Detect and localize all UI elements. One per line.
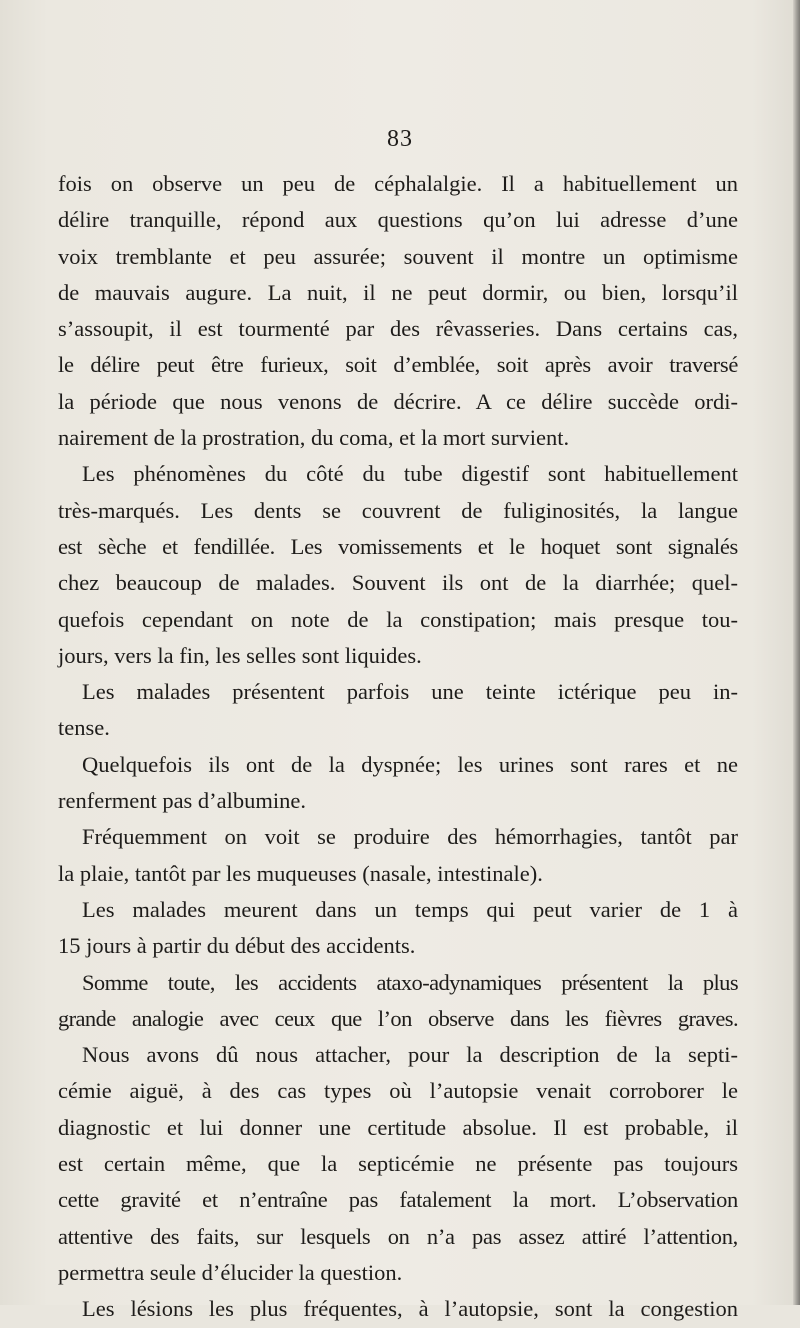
text-line: chez beaucoup de malades. Souvent ils ont de la diarrhée; quel- [58, 570, 738, 596]
text-line: attentive des faits, sur lesquels on n’a pas assez attiré l’attention, [58, 1223, 738, 1249]
text-line: Les phénomènes du côté du tube digestif sont habituellement [82, 461, 738, 487]
text-line: Fréquemment on voit se produire des hémorrhagies, tantôt par [82, 824, 738, 850]
text-line: voix tremblante et peu assurée; souvent il montre un optimisme [58, 243, 738, 269]
text-line: Quelquefois ils ont de la dyspnée; les urines sont rares et ne [82, 751, 738, 777]
text-line: Les lésions les plus fréquentes, à l’autopsie, sont la congestion [82, 1296, 738, 1322]
text-line: Les malades présentent parfois une teinte ictérique peu in- [82, 679, 738, 705]
text-line: grande analogie avec ceux que l’on observe dans les fièvres graves. [58, 1005, 738, 1031]
text-line: Les malades meurent dans un temps qui peut varier de 1 à [82, 896, 738, 922]
text-line: permettra seule d’élucider la question. [58, 1259, 403, 1285]
text-line: nairement de la prostration, du coma, et la mort survient. [58, 425, 570, 451]
text-line: est sèche et fendillée. Les vomissements et le hoquet sont signalés [58, 533, 738, 559]
text-line: tense. [58, 715, 110, 741]
text-line: cette gravité et n’entraîne pas fatalement la mort. L’observation [58, 1187, 738, 1213]
text-line: diagnostic et lui donner une certitude absolue. Il est probable, il [58, 1114, 738, 1140]
page-number: 83 [387, 126, 413, 152]
text-line: jours, vers la fin, les selles sont liquides. [58, 642, 422, 668]
text-line: délire tranquille, répond aux questions qu’on lui adresse d’une [58, 207, 738, 233]
text-line: est certain même, que la septicémie ne présente pas toujours [58, 1151, 738, 1177]
text-line: de mauvais augure. La nuit, il ne peut dormir, ou bien, lorsqu’il [58, 279, 738, 305]
text-line: Somme toute, les accidents ataxo-adynamiques présentent la plus [82, 969, 738, 995]
text-line: fois on observe un peu de céphalalgie. Il a habituellement un [58, 171, 738, 196]
page-edge-shadow [793, 0, 800, 1305]
text-line: la période que nous venons de décrire. A ce délire succède ordi- [58, 388, 738, 414]
text-line: s’assoupit, il est tourmenté par des rêvasseries. Dans certains cas, [58, 316, 738, 342]
text-line: cémie aiguë, à des cas types où l’autopsie venait corroborer le [58, 1078, 738, 1104]
text-line: quefois cependant on note de la constipation; mais presque tou- [58, 606, 738, 632]
text-line: très-marqués. Les dents se couvrent de fuliginosités, la langue [58, 497, 738, 523]
text-line: le délire peut être furieux, soit d’emblée, soit après avoir traversé [58, 352, 738, 378]
text-line: la plaie, tantôt par les muqueuses (nasale, intestinale). [58, 860, 543, 886]
text-line: 15 jours à partir du début des accidents. [58, 933, 416, 959]
body-text [58, 166, 738, 1328]
text-line: renferment pas d’albumine. [58, 788, 307, 814]
text-line: Nous avons dû nous attacher, pour la description de la septi- [82, 1042, 738, 1068]
